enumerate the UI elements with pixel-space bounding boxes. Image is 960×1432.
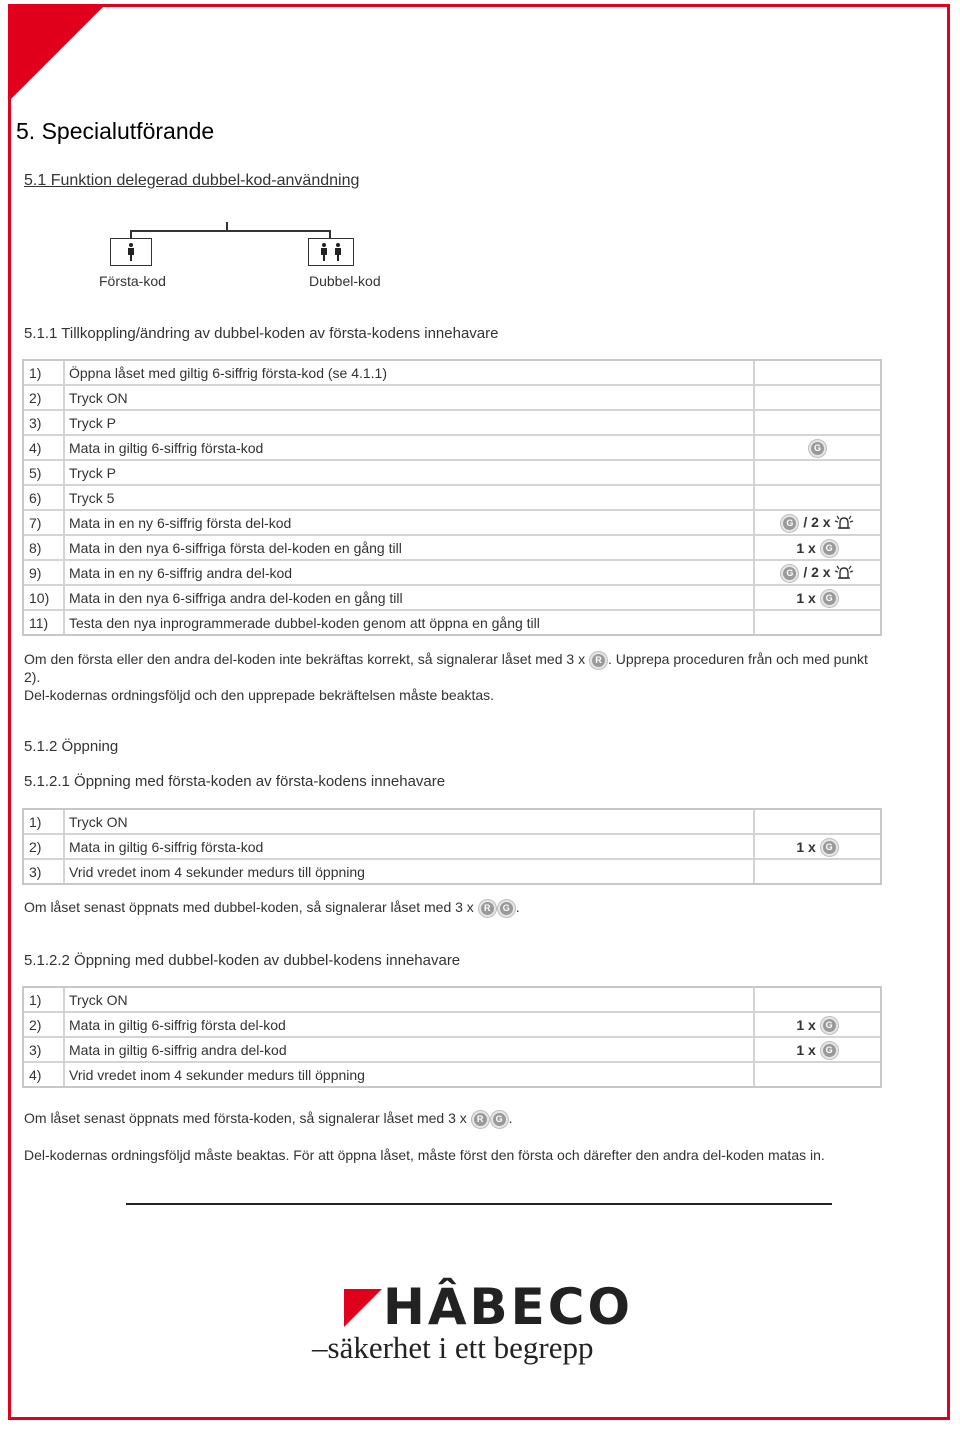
step-number: 3) [24,1038,65,1063]
table-row [24,835,880,860]
step-action: Mata in den nya 6-siffriga andra del-koden en gång till [65,586,755,611]
table-row [24,1038,880,1063]
note-511-text-b: . Upprepa proceduren från och med punkt 2). [24,651,868,685]
table-row [24,561,880,586]
signal-count: 1 x [796,1016,816,1033]
table-row [24,411,880,436]
steps-table-5122 [22,986,882,1088]
step-number: 2) [24,386,65,411]
step-number: 3) [24,411,65,436]
table-row [24,386,880,411]
corner-triangle [8,4,106,102]
step-action: Mata in en ny 6-siffrig andra del-kod [65,561,755,586]
signal-count: 1 x [796,1041,816,1058]
green-signal-icon: G [783,517,796,530]
step-number: 8) [24,536,65,561]
final-note: Del-kodernas ordningsföljd måste beaktas. För att öppna låset, måste först den första och därefter den andra del-koden matas in. [24,1147,825,1163]
note-5122: Om låset senast öppnats med första-koden, så signalerar låset med 3 x R G . [24,1110,513,1126]
subsection-5121-title: 5.1.2.1 Öppning med första-koden av första-kodens innehavare [24,773,446,790]
logo-red-mark [344,1289,382,1327]
step-signal [755,411,880,436]
step-action: Mata in giltig 6-siffrig första del-kod [65,1013,755,1038]
step-action: Vrid vredet inom 4 sekunder medurs till öppning [65,860,755,883]
step-action: Tryck ON [65,810,755,835]
note-511-text-a: Om den första eller den andra del-koden inte bekräftas korrekt, så signalerar låset med 3 x [24,651,586,667]
step-number: 9) [24,561,65,586]
page-title: 5. Specialutförande [16,118,215,144]
step-signal [755,1038,880,1063]
double-code-persons-icon [308,238,354,266]
first-code-label: Första-kod [99,273,166,289]
step-number: 1) [24,988,65,1013]
step-number: 6) [24,486,65,511]
green-signal-icon: G [823,592,836,605]
step-action: Mata in en ny 6-siffrig första del-kod [65,511,755,536]
tree-branch [130,230,330,232]
bell-alarm-icon [833,515,855,531]
table-row [24,988,880,1013]
step-action: Mata in giltig 6-siffrig andra del-kod [65,1038,755,1063]
step-action: Mata in den nya 6-siffriga första del-koden en gång till [65,536,755,561]
green-signal-icon: G [811,442,824,455]
signal-count: 1 x [796,838,816,855]
step-action: Mata in giltig 6-siffrig första-kod [65,835,755,860]
step-action: Tryck P [65,411,755,436]
table-row [24,536,880,561]
green-signal-icon: G [823,1019,836,1032]
step-action: Vrid vredet inom 4 sekunder medurs till öppning [65,1063,755,1086]
step-number: 4) [24,1063,65,1086]
table-row [24,361,880,386]
signal-count: / 2 x [803,513,831,530]
green-signal-icon: G [783,567,796,580]
page-border [8,4,950,1420]
step-number: 1) [24,361,65,386]
table-row [24,511,880,536]
section-title: 5.1 Funktion delegerad dubbel-kod-användning [24,172,360,189]
step-signal [755,361,880,386]
table-row [24,860,880,883]
step-action: Tryck P [65,461,755,486]
step-action: Tryck ON [65,386,755,411]
step-number: 4) [24,436,65,461]
double-code-label: Dubbel-kod [309,273,381,289]
step-signal [755,810,880,835]
step-signal [755,611,880,634]
green-signal-icon: G [823,841,836,854]
step-action: Mata in giltig 6-siffrig första-kod [65,436,755,461]
step-signal [755,436,880,461]
step-number: 3) [24,860,65,883]
signal-count: 1 x [796,589,816,606]
step-number: 2) [24,835,65,860]
logo-wordmark: HÂBECO [383,1278,634,1336]
signal-count: 1 x [796,539,816,556]
subsection-5122-title: 5.1.2.2 Öppning med dubbel-koden av dubbel-kodens innehavare [24,952,461,969]
green-signal-icon: G [493,1113,506,1126]
red-signal-icon: R [481,902,494,915]
first-code-person-icon [110,238,152,266]
steps-table-511 [22,359,882,636]
step-signal [755,1063,880,1086]
steps-table-5121 [22,808,882,885]
note-511-line1 [24,650,874,686]
table-row [24,1013,880,1038]
red-signal-icon: R [474,1113,487,1126]
step-number: 5) [24,461,65,486]
table-row [24,461,880,486]
step-signal [755,511,880,536]
note-511-line2: Del-kodernas ordningsföljd och den upprepade bekräftelsen måste beaktas. [24,687,495,703]
step-action: Testa den nya inprogrammerade dubbel-koden genom att öppna en gång till [65,611,755,634]
step-signal [755,835,880,860]
step-number: 2) [24,1013,65,1038]
bell-alarm-icon [833,565,855,581]
signal-count: / 2 x [803,563,831,580]
note-5122-text: Om låset senast öppnats med första-koden, så signalerar låset med 3 x [24,1110,467,1126]
step-action: Tryck 5 [65,486,755,511]
step-signal [755,486,880,511]
step-signal [755,860,880,883]
step-signal [755,461,880,486]
step-number: 10) [24,586,65,611]
step-number: 7) [24,511,65,536]
logo-tagline: –säkerhet i ett begrepp [312,1330,594,1365]
note-5121: Om låset senast öppnats med dubbel-koden, så signalerar låset med 3 x R G . [24,899,520,915]
footer-divider [126,1203,832,1205]
note-5121-text: Om låset senast öppnats med dubbel-koden, så signalerar låset med 3 x [24,899,474,915]
step-number: 1) [24,810,65,835]
step-signal [755,1013,880,1038]
step-action: Öppna låset med giltig 6-siffrig första-kod (se 4.1.1) [65,361,755,386]
green-signal-icon: G [500,902,513,915]
subsection-511-title: 5.1.1 Tillkoppling/ändring av dubbel-koden av första-kodens innehavare [24,325,499,342]
table-row [24,586,880,611]
step-signal [755,386,880,411]
step-signal [755,536,880,561]
step-number: 11) [24,611,65,634]
table-row [24,486,880,511]
subsection-512-title: 5.1.2 Öppning [24,738,119,755]
step-signal [755,561,880,586]
table-row [24,611,880,634]
green-signal-icon: G [823,1044,836,1057]
green-signal-icon: G [823,542,836,555]
table-row [24,1063,880,1086]
step-action: Tryck ON [65,988,755,1013]
step-signal [755,586,880,611]
table-row [24,436,880,461]
red-signal-icon: R [592,654,605,667]
step-signal [755,988,880,1013]
table-row [24,810,880,835]
